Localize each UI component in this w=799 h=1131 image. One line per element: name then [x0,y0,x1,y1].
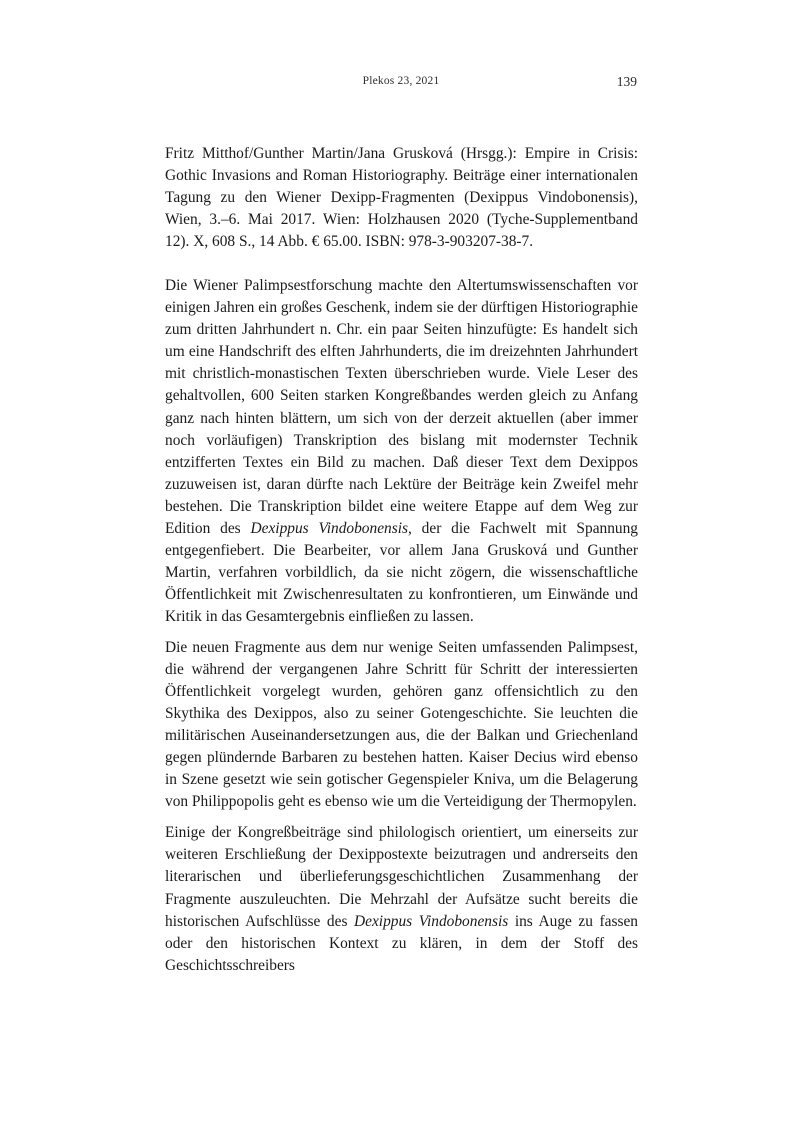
page-number: 139 [616,74,637,89]
italic-work-title: Dexippus Vindobonensis [250,519,408,537]
body-paragraph: Die Wiener Palimpsestforschung machte den Altertumswissenschaften vor einigen Jahren ein großes Geschenk, indem sie der dürftigen Historiographie zum dritten Jahrhundert n. Chr. ein paar Seiten hinzufügte: Es handelt sich um eine Handschrift des elften Jahrhunderts, die im dreizehnten Jahrhundert mit christlich-monastischen Texten überschrieben wurde. Viele Leser des gehaltvollen, 600 Seiten starken Kongreßbandes werden gleich zu Anfang ganz nach hinten blättern, um sich von der derzeit aktuellen (aber immer noch vorläufigen) Transkription des bislang mit modernster Technik entzifferten Textes ein Bild zu machen. Daß dieser Text dem Dexippos zuzuweisen ist, daran dürfte nach Lektüre der Beiträge kein Zweifel mehr bestehen. Die Transkription bildet eine weitere Etappe auf dem Weg zur Edition des Dexippus Vindobonensis, der die Fachwelt mit Spannung entgegenfiebert. Die Bearbeiter, vor allem Jana Grusková und Gunther Martin, verfahren vorbildlich, da sie nicht zögern, die wissenschaftliche Öffentlichkeit mit Zwischenresultaten zu konfrontieren, um Einwände und Kritik in das Gesamtergebnis einfließen zu lassen. [165,277,638,625]
bibliographic-citation: Fritz Mitthof/Gunther Martin/Jana Grusková (Hrsgg.): Empire in Crisis: Gothic Invasions and Roman Historiography. Beiträge einer internationalen Tagung zu den Wiener Dexipp-Fragmenten (Dexippus Vindobonensis), Wien, 3.–6. Mai 2017. Wien: Holzhausen 2020 (Tyche-Supplementband 12). X, 608 S., 14 Abb. € 65.00. ISBN: 978-3-903207-38-7. [165,145,638,251]
running-head [165,74,637,90]
text-block [165,143,638,977]
body-paragraph: Die neuen Fragmente aus dem nur wenige Seiten umfassenden Palimpsest, die während der vergangenen Jahre Schritt für Schritt der interessierten Öffentlichkeit vorgelegt wurden, gehören ganz offensichtlich zu den Skythika des Dexippos, also zu seiner Gotengeschichte. Sie leuchten die militärischen Auseinandersetzungen aus, die der Balkan und Griechenland gegen plündernde Barbaren zu bestehen hatten. Kaiser Decius wird ebenso in Szene gesetzt wie sein gotischer Gegenspieler Kniva, um die Belagerung von Philippopolis geht es ebenso wie um die Verteidigung der Thermopylen. [165,638,638,811]
italic-work-title: Dexippus Vindobonensis [354,912,509,930]
running-head-journal-title: Plekos 23, 2021 [362,75,440,87]
body-paragraph: Einige der Kongreßbeiträge sind philologisch orientiert, um einerseits zur weiteren Erschließung der Dexippostexte beizutragen und andrerseits den literarischen und überlieferungsgeschichtlichen Zusammenhang der Fragmente auszuleuchten. Die Mehrzahl der Aufsätze sucht bereits die historischen Aufschlüsse des Dexippus Vindobonensis ins Auge zu fassen oder den historischen Kontext zu klären, in dem der Stoff des Geschichtsschreibers [165,824,638,974]
body-paragraphs [165,275,638,976]
